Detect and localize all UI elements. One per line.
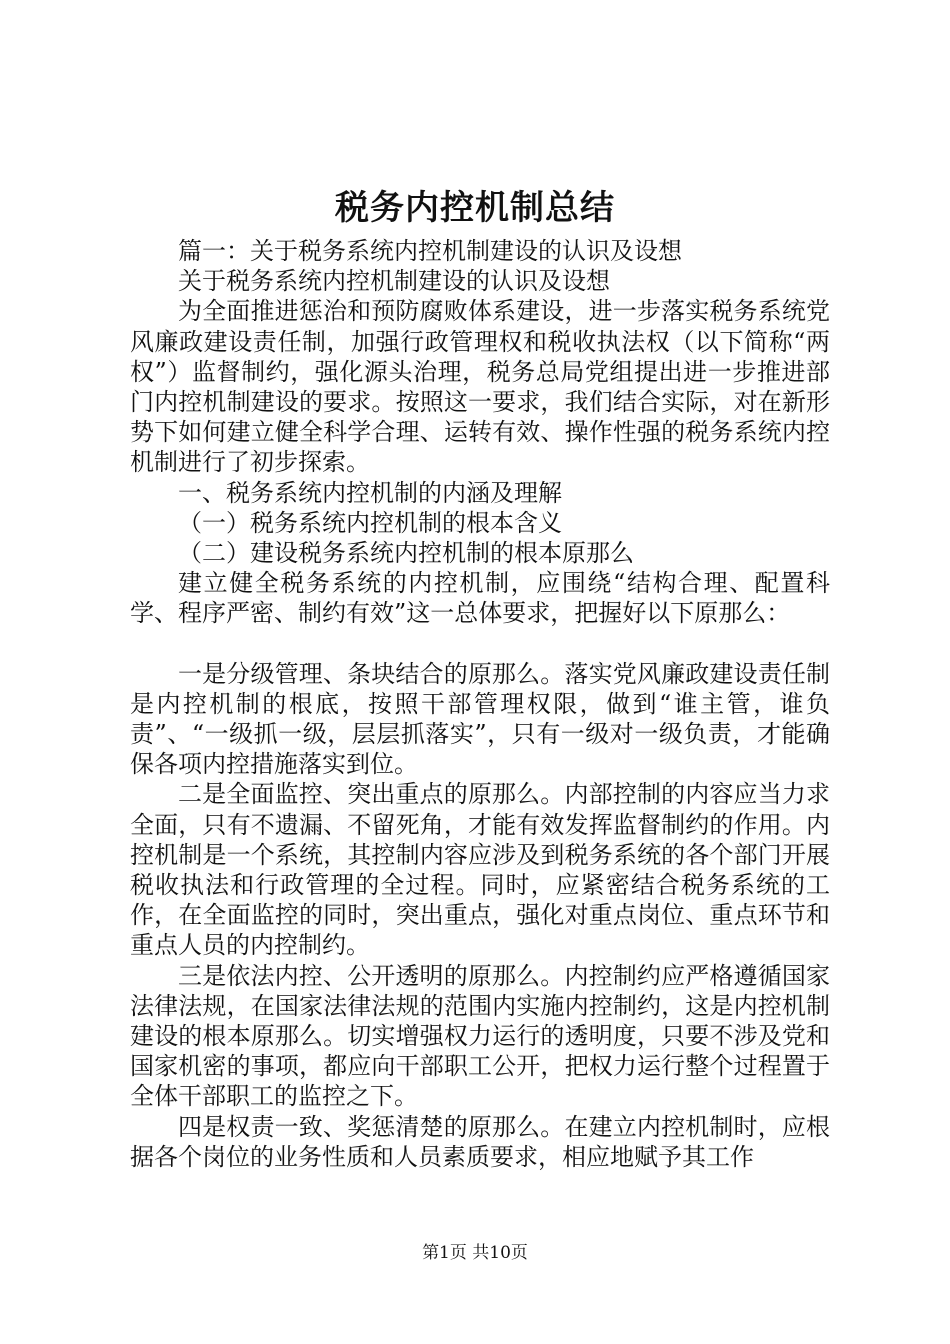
paragraph-1: 篇一：关于税务系统内控机制建设的认识及设想	[178, 237, 682, 265]
paragraph-9: 二是全面监控、突出重点的原那么。内部控制的内容应当力求全面，只有不遗漏、不留死角，才能有效发挥监督制约的作用。内控机制是一个系统，其控制内容应涉及到税务系统的各个部门开展税收执法和行政管理的全过程。同时，应紧密结合税务系统的工作，在全面监控的同时，突出重点，强化对重点岗位、重点环节和重点人员的内控制约。	[130, 780, 830, 960]
paragraph-6: （二）建设税务系统内控机制的根本原那么	[178, 539, 634, 568]
document-body	[130, 236, 830, 1172]
paragraph-10: 三是依法内控、公开透明的原那么。内控制约应严格遵循国家法律法规，在国家法律法规的范围内实施内控制约，这是内控机制建设的根本原那么。切实增强权力运行的透明度，只要不涉及党和国家机密的事项，都应向干部职工公开，把权力运行整个过程置于全体干部职工的监控之下。	[130, 961, 830, 1111]
document-title: 税务内控机制总结	[335, 188, 615, 228]
paragraph-11: 四是权责一致、奖惩清楚的原那么。在建立内控机制时，应根据各个岗位的业务性质和人员素质要求，相应地赋予其工作	[130, 1112, 830, 1171]
paragraph-4: 一、税务系统内控机制的内涵及理解	[178, 478, 562, 507]
paragraph-3: 为全面推进惩治和预防腐败体系建设，进一步落实税务系统党风廉政建设责任制，加强行政管理权和税收执法权（以下简称“两权”）监督制约，强化源头治理，税务总局党组提出进一步推进部门内控机制建设的要求。按照这一要求，我们结合实际，对在新形势下如何建立健全科学合理、运转有效、操作性强的税务系统内控机制进行了初步探索。	[130, 297, 830, 477]
paragraph-8: 一是分级管理、条块结合的原那么。落实党风廉政建设责任制是内控机制的根底，按照干部管理权限，做到“谁主管，谁负责”、“一级抓一级，层层抓落实”，只有一级对一级负责，才能确保各项内控措施落实到位。	[130, 659, 830, 779]
paragraph-7: 建立健全税务系统的内控机制，应围绕“结构合理、配置科学、程序严密、制约有效”这一总体要求，把握好以下原那么：	[130, 569, 830, 628]
page-footer: 第1页 共10页	[422, 1243, 528, 1263]
paragraph-2: 关于税务系统内控机制建设的认识及设想	[178, 267, 610, 296]
paragraph-gap	[130, 629, 830, 659]
paragraph-5: （一）税务系统内控机制的根本含义	[178, 508, 562, 537]
